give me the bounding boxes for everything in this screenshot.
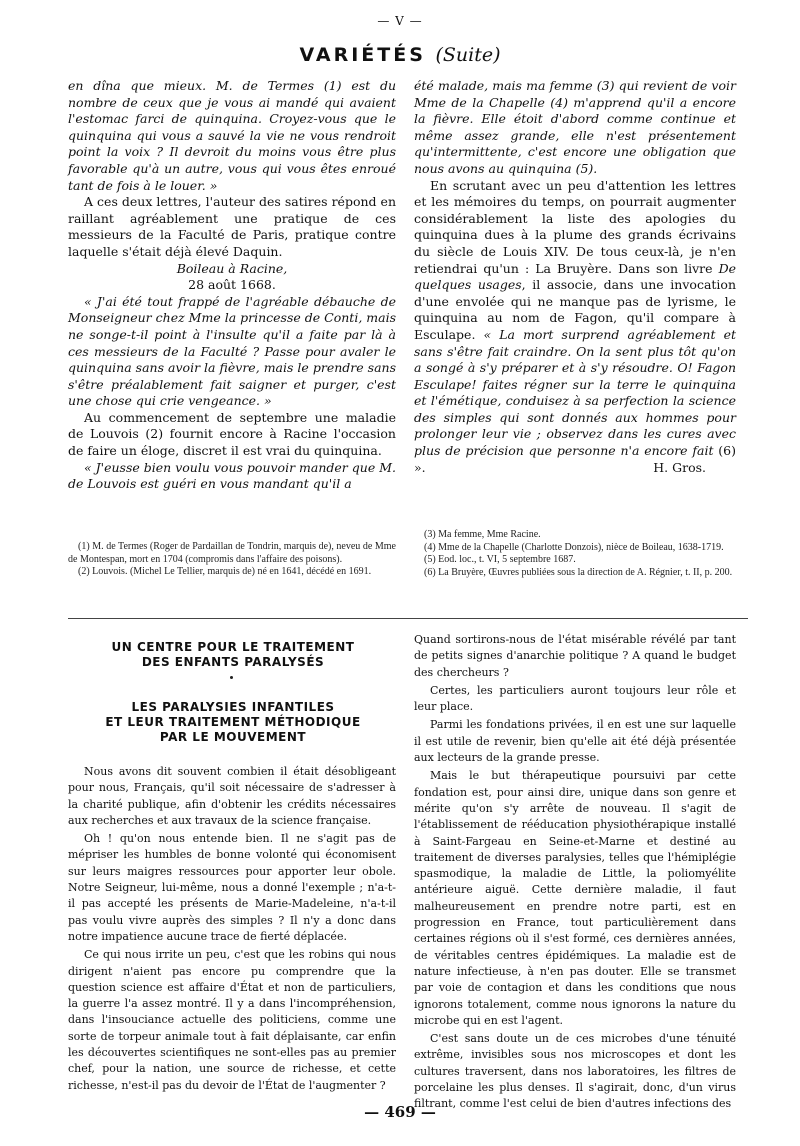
footnote: (5) Eod. loc., t. VI, 5 septembre 1687. [424,554,576,566]
lower-right-column [414,632,736,1113]
text-span: (6) ». [414,443,736,475]
title-line: PAR LE MOUVEMENT [159,730,307,744]
paragraph: en dîna que mieux. M. de Termes (1) est du nombre de ceux que je vous ai mandé qui avaient l'estomac farci de quinquina. Croyez-vous que le quinquina qui vous a sauvé la vie ne vous rendroit point la voix ? Il devroit du moins vous être plus favorable qu'à un autre, vous qui vous êtes enroué tant de fois à le louer. » [68,78,396,193]
section-divider [68,618,748,619]
footnote: (6) La Bruyère, Œuvres publiées sous la direction de A. Régnier, t. II, p. 200. [424,566,733,578]
upper-right-column [414,78,736,477]
footnote: (3) Ma femme, Mme Racine. [424,529,541,540]
footnote: (2) Louvois. (Michel Le Tellier, marquis de) né en 1641, décédé en 1691. [78,566,372,578]
text-span: En scrutant avec un peu d'attention les lettres et les mémoires du temps, on pourrait augmenter considérablement la liste des apologies du quinquina dues à la plume des grands écrivains du siècle de Louis XIV. De tous ceux-là, je n'en retiendrai qu'un : La Bruyère. Dans son livre [414,177,736,276]
title-line: UN CENTRE POUR LE TRAITEMENT [111,640,355,654]
paragraph: été malade, mais ma femme (3) qui revient de voir Mme de la Chapelle (4) m'apprend qu'il a encore la fièvre. Elle étoit d'abord comme continue et même assez grande, elle n'est présentement qu'intermittente, c'est encore une obligation que nous avons au quinquina (5). [414,78,736,176]
paragraph: Parmi les fondations privées, il en est une sur laquelle il est utile de revenir, bien qu'elle ait été déjà présentée aux lecteurs de la grande presse. [414,718,736,765]
paragraph: Au commencement de septembre une maladie de Louvois (2) fournit encore à Racine l'occasion de faire un éloge, discret il est vrai du quinquina. [68,409,396,459]
separator-dot [230,676,233,679]
title-line: DES ENFANTS PARALYSÉS [141,655,325,669]
page-number: — 469 — [364,1103,436,1121]
letter-date: 28 août 1668. [188,277,276,293]
article-title-1 [68,640,398,670]
paragraph: A ces deux lettres, l'auteur des satires répond en raillant agréablement une pratique de ces messieurs de la Faculté de Paris, pratique contre laquelle s'était déjà élevé Daquin. [68,194,396,259]
upper-left-column [68,78,396,493]
quotation: « La mort surprend agréablement et sans s'être fait craindre. On la sent plus tôt qu'on a songé à s'y préparer et à s'y résoudre. O! Fagon Esculape! faites régner sur la terre le quinquina et l'émétique, conduisez à sa perfection la science des simples qui sont donnés aux hommes pour prolonger leur vie ; observez dans les cures avec plus de précision que personne n'a encore fait [414,326,736,459]
section-title [0,44,800,66]
title-line: ET LEUR TRAITEMENT MÉTHODIQUE [105,715,361,729]
paragraph: Quand sortirons-nous de l'état misérable révélé par tant de petits signes d'anarchie politique ? A quand le budget des chercheurs ? [414,633,736,679]
paragraph: « J'eusse bien voulu vous pouvoir mander que M. de Louvois est guéri en vous mandant qu'il a [68,459,396,492]
footnote: (1) M. de Termes (Roger de Pardaillan de Tondrin, marquis de), neveu de Mme de Montespan, mort en 1704 (compromis dans l'affaire des poisons). [68,541,396,565]
article-title-2 [68,700,398,745]
paragraph: Mais le but thérapeutique poursuivi par cette fondation est, pour ainsi dire, unique dans son genre et mérite qu'on s'y arrête de nouveau. Il s'agit de l'établissement de rééducation physiothérapique installé à Saint-Fargeau en Seine-et-Marne et destiné au traitement de diverses paralysies, telles que l'hémiplégie spasmodique, la maladie de Little, la poliomyélite antérieure aiguë. Cette dernière maladie, il faut malheureusement en prendre notre parti, est en progression en France, tout particulièrement dans certaines régions où il s'est formé, ces dernières années, de véritables centres épidémiques. La maladie est de nature infectieuse, à n'en pas douter. Elle se transmet par voie de contagion et dans les conditions que nous ignorons totalement, comme nous ignorons la nature du microbe qui en est l'agent. [414,769,736,1027]
paragraph: Oh ! qu'on nous entende bien. Il ne s'agit pas de mépriser les humbles de bonne volonté qui économisent sur leurs maigres ressources pour apporter leur obole. Notre Seigneur, lui-même, nous a donné l'exemple ; n'a-t-il pas accepté les présents de Marie-Madeleine, n'a-t-il pas voulu vivre auprès des simples ? Il n'y a donc dans notre impatience aucune trace de fierté déplacée. [68,832,396,943]
paragraph [414,178,736,477]
section-suite: (Suite) [435,44,501,66]
paragraph: C'est sans doute un de ces microbes d'une ténuité extrême, invisibles sous nos microscopes et dont les cultures traversent, dans nos laboratoires, les filtres de porcelaine les plus denses. Il s'agirait, donc, d'un virus filtrant, comme l'est celui de bien d'autres infections des [414,1032,736,1111]
text-span: , il associe, dans une invocation d'une envolée qui ne manque pas de lyrisme, le quinquina au nom de Fagon, qu'il compare à Esculape. [414,277,736,342]
paragraph: Certes, les particuliers auront toujours leur rôle et leur place. [414,683,736,714]
paragraph: Nous avons dit souvent combien il était désobligeant pour nous, Français, qu'il soit nécessaire de s'adresser à la charité publique, afin d'obtenir les crédits nécessaires aux recherches et aux travaux de la science française. [68,765,396,827]
running-header-roman: — V — [377,14,423,28]
title-line: LES PARALYSIES INFANTILES [131,700,335,714]
paragraph: Ce qui nous irrite un peu, c'est que les robins qui nous dirigent n'aient pas encore pu comprendre que la question science est affaire d'État et non de particuliers, la guerre l'a assez montré. Il y a dans l'incompréhension, dans l'insouciance actuelle des politiciens, comme une sorte de torpeur animale tout à fait déplaisante, car enfin les découvertes scientifiques ne sont-elles pas au premier chef, pour la nation, une source de richesse, et cette richesse, n'est-il pas du devoir de l'État de l'augmenter ? [68,948,396,1092]
lower-left-column [68,764,396,1094]
footnote: (4) Mme de la Chapelle (Charlotte Donzois), nièce de Boileau, 1638-1719. [424,541,724,553]
footnotes-right [414,529,736,579]
paragraph: « J'ai été tout frappé de l'agréable débauche de Monseigneur chez Mme la princesse de Conti, mais ne songe-t-il point à l'insulte qu'il a faite par là à ces messieurs de la Faculté ? Passe pour avaler le quinquina sans avoir la fièvre, mais le prendre sans s'être préalablement fait saigner et purger, c'est une chose qui crie vengeance. » [68,293,396,409]
book-title: De quelques usages [414,260,736,293]
letter-place: Boileau à Racine, [176,260,288,276]
signature: H. Gros. [653,460,706,476]
section-name: VARIÉTÉS [299,44,426,66]
footnotes-left [68,541,396,579]
